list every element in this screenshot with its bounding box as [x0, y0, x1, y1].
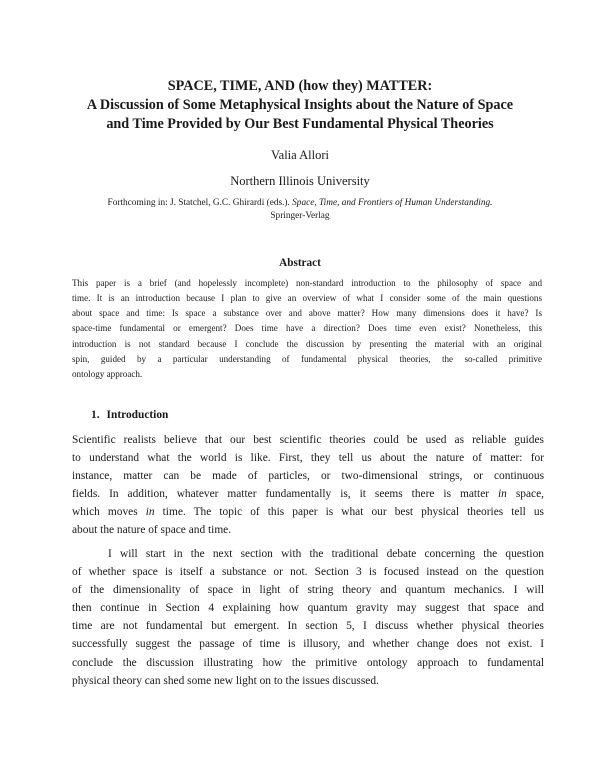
text-run: time. The topic of this paper is what our best physical theories tell us [154, 506, 544, 519]
abstract-line: space-time fundamental or emergent? Does time have a direction? Does time even exist? Nonetheless, this [72, 323, 542, 334]
body-paragraph-2 [72, 545, 544, 690]
title-line-3: and Time Provided by Our Best Fundamental Physical Theories [106, 116, 494, 132]
publication-note [40, 197, 560, 223]
section-heading [91, 409, 168, 421]
abstract-line: time. It is an introduction because I plan to give an overview of what I consider some of the main questions [72, 293, 542, 304]
paragraph-line: then continue in Section 4 explaining how quantum gravity may suggest that space and [72, 602, 544, 615]
paragraph-line: I will start in the next section with the traditional debate concerning the question [108, 548, 544, 560]
author-name: Valia Allori [271, 148, 329, 162]
section-number: 1. [91, 409, 100, 421]
text-run: which moves [72, 506, 146, 519]
text-run: space, [506, 488, 544, 501]
publication-note-line-1 [40, 197, 560, 210]
emphasis: in [498, 488, 507, 501]
body-paragraph-1 [72, 431, 544, 540]
paragraph-line: of whether space is itself a substance or not. Section 3 is focused instead on the question [72, 566, 544, 579]
paragraph-line: Scientific realists believe that our best scientific theories could be used as reliable guides [72, 434, 544, 446]
publication-note-prefix: Forthcoming in: J. Statchel, G.C. Ghirardi (eds.). [107, 198, 293, 208]
author-affiliation: Northern Illinois University [230, 174, 370, 188]
paragraph-line: physical theory can shed some new light on to the issues discussed. [72, 674, 379, 687]
paragraph-line: instance, matter can be made of particles, or two-dimensional strings, or continuous [72, 470, 544, 483]
paper-title [40, 77, 560, 134]
section-title: Introduction [106, 409, 169, 421]
abstract-line: introduction is not standard because I conclude the discussion by presenting the material with an original [72, 338, 542, 349]
paragraph-line: successfully suggest the passage of time is illusory, and whether change does not exist. I [72, 638, 544, 651]
paragraph-line: time are not fundamental but emergent. In section 5, I discuss whether physical theories [72, 620, 544, 633]
paragraph-line: to understand what the world is like. First, they tell us about the nature of matter: for [72, 452, 544, 465]
abstract-line: ontology approach. [72, 368, 143, 379]
paragraph-line: of the dimensionality of space in light of string theory and quantum mechanics. I will [72, 584, 544, 597]
paragraph-line: conclude the discussion illustrating how the primitive ontology approach to fundamental [72, 656, 544, 669]
abstract-line: about space and time: Is space a substance over and above matter? How many dimensions does it have? Is [72, 308, 542, 319]
abstract-heading: Abstract [279, 257, 321, 269]
paragraph-line [72, 503, 544, 521]
paragraph-line [72, 485, 544, 503]
title-line-2: A Discussion of Some Metaphysical Insights about the Nature of Space [86, 97, 514, 113]
paragraph-line: about the nature of space and time. [72, 524, 232, 537]
publisher: Springer-Verlag [270, 211, 330, 221]
abstract-body [72, 276, 542, 382]
title-line-1: SPACE, TIME, AND (how they) MATTER: [167, 78, 433, 94]
emphasis: in [145, 506, 155, 519]
abstract-line: spin, guided by a particular understanding of fundamental physical theories, the so-called primitive [72, 353, 542, 364]
text-run: fields. In addition, whatever matter fundamentally is, it seems there is matter [72, 488, 499, 501]
book-title: Space, Time, and Frontiers of Human Understanding. [292, 198, 493, 208]
abstract-line: This paper is a brief (and hopelessly incomplete) non-standard introduction to the philosophy of space and [72, 278, 542, 288]
